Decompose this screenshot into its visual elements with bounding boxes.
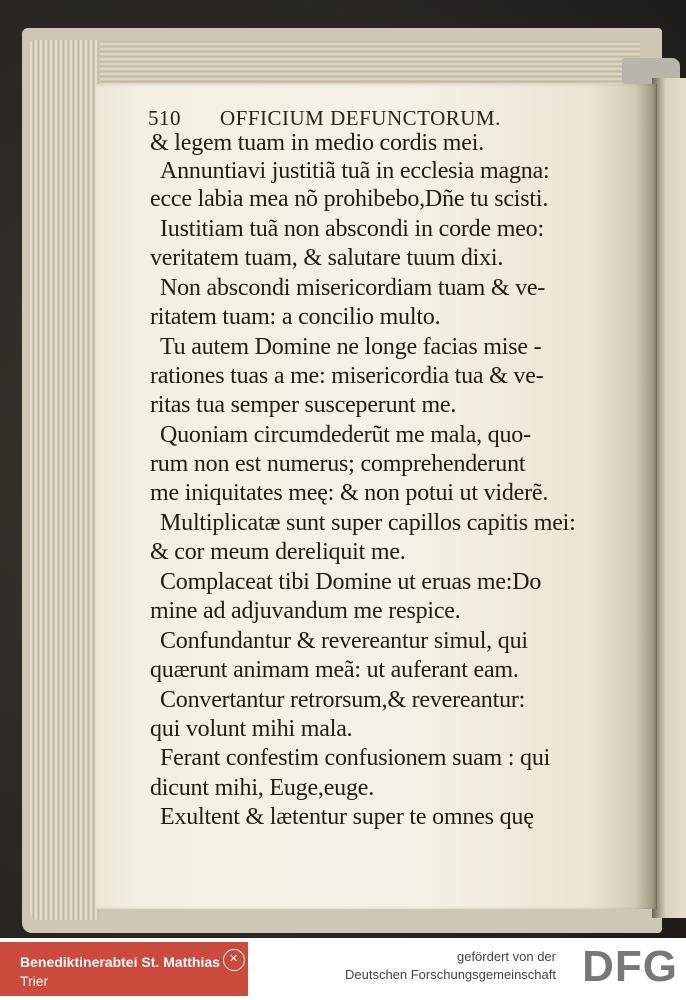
text-line: Multiplicatæ sunt super capillos capitis mei: (160, 510, 576, 536)
text-line: & cor meum dereliquit me. (150, 539, 406, 565)
text-line: veritatem tuam, & salutare tuum dixi. (150, 245, 504, 271)
text-line: Confundantur & revereantur simul, qui (160, 628, 528, 654)
text-line: qui volunt mihi mala. (150, 716, 353, 742)
text-line: mine ad adjuvandum me respice. (150, 598, 461, 624)
page-edges-left (30, 40, 100, 920)
text-line: Convertantur retrorsum,& revereantur: (160, 687, 526, 713)
text-line: dicunt mihi, Euge,euge. (150, 775, 375, 801)
dfg-logo: DFG (582, 942, 678, 991)
running-title: OFFICIUM DEFUNCTORUM. (220, 106, 501, 130)
page-number: 510 (148, 106, 181, 130)
text-line: Iustitiam tuã non abscondi in corde meo: (160, 216, 544, 242)
page-edges-top (40, 40, 640, 90)
footer-bar (0, 938, 686, 1000)
institution-name: Benediktinerabtei St. Matthias (20, 954, 220, 970)
text-line: Tu autem Domine ne longe facias mise - (160, 334, 542, 360)
facing-page-edge (652, 78, 686, 918)
text-line: ritatem tuam: a concilio multo. (150, 304, 441, 330)
spine-shadow (635, 84, 657, 909)
text-line: Exultent & lætentur super te omnes quę (160, 804, 534, 830)
text-line: ritas tua semper susceperunt me. (150, 392, 457, 418)
text-line: Quoniam circumdederũt me mala, quo- (160, 422, 531, 448)
text-line: rationes tuas a me: misericordia tua & ve- (150, 363, 544, 389)
text-line: Ferant confestim confusionem suam : qui (160, 745, 551, 771)
text-line: me iniquitates meę: & non potui ut viderẽ. (150, 480, 549, 506)
abbey-logo-icon (223, 949, 245, 971)
text-line: & legem tuam in medio cordis mei. (150, 130, 484, 156)
funding-line-2: Deutschen Forschungsgemeinschaft (344, 967, 556, 982)
text-line: rum non est numerus; comprehenderunt (150, 451, 526, 477)
institution-banner (0, 942, 248, 996)
text-line: Annuntiavi justitiã tuã in ecclesia magna: (160, 158, 550, 184)
text-line: Non abscondi misericordiam tuam & ve- (160, 275, 546, 301)
text-line: ecce labia mea nõ prohibebo,Dñe tu scisti. (150, 186, 549, 212)
text-line: quærunt animam meã: ut auferant eam. (150, 657, 519, 683)
funding-note (345, 948, 556, 984)
institution-city: Trier (20, 973, 49, 989)
text-line: Complaceat tibi Domine ut eruas me:Do (160, 569, 542, 595)
funding-line-1: gefördert von der (456, 949, 556, 964)
